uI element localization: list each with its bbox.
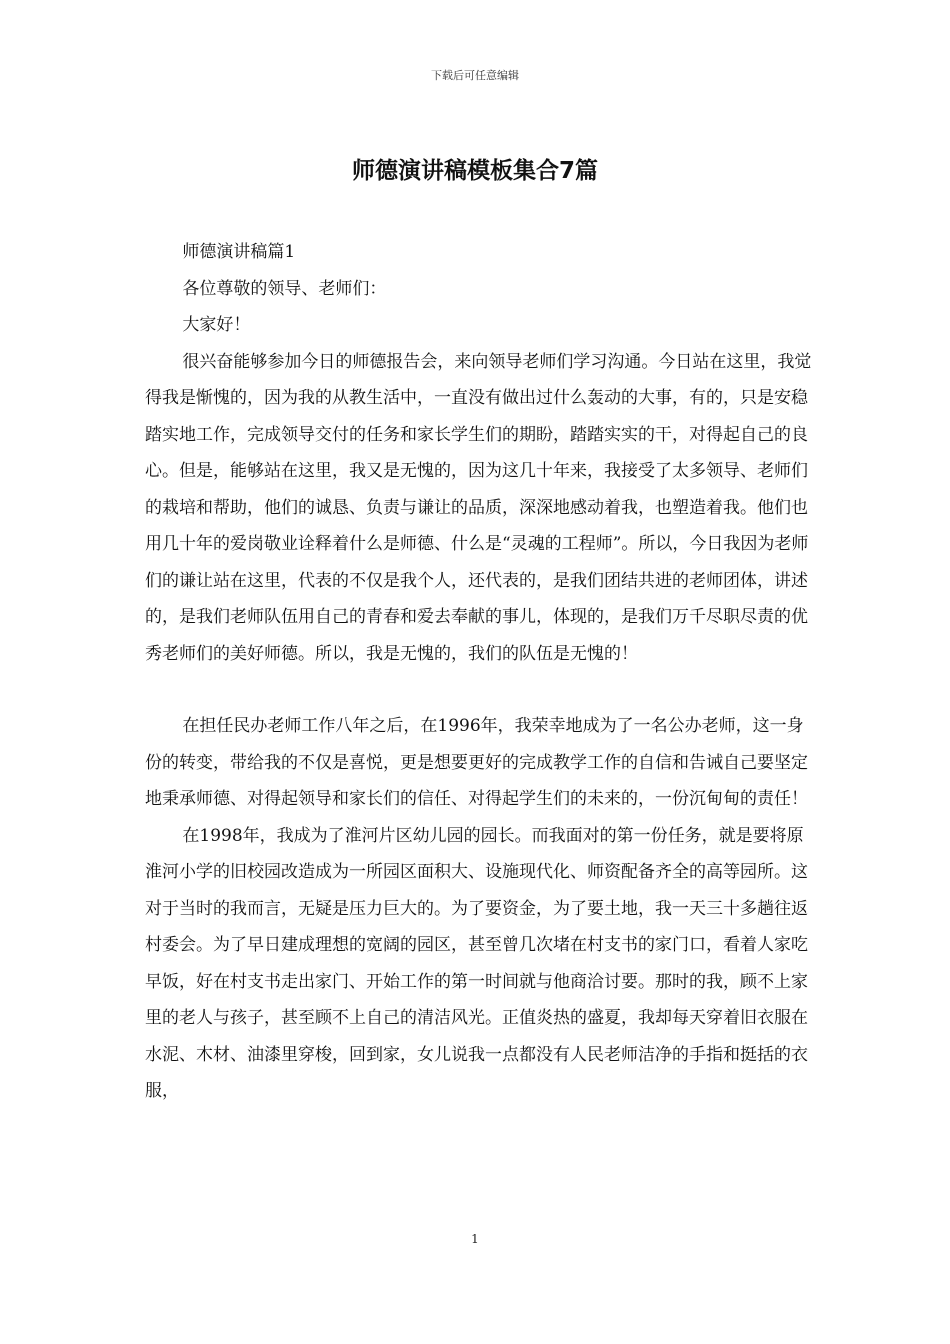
paragraph: 在1998年，我成为了淮河片区幼儿园的园长。而我面对的第一份任务，就是要将原淮河小学的旧校园改造成为一所园区面积大、设施现代化、师资配备齐全的高等园所。这对于当时的我而言，无疑是压力巨大的。为了要资金，为了要土地，我一天三十多趟往返村委会。为了早日建成理想的宽阔的园区，甚至曾几次堵在村支书的家门口，看着人家吃早饭，好在村支书走出家门、开始工作的第一时间就与他商洽讨要。那时的我，顾不上家里的老人与孩子，甚至顾不上自己的清洁风光。正值炎热的盛夏，我却每天穿着旧衣服在水泥、木材、油漆里穿梭，回到家，女儿说我一点都没有人民老师洁净的手指和挺括的衣服， (145, 825, 808, 1101)
paragraph: 很兴奋能够参加今日的师德报告会，来向领导老师们学习沟通。今日站在这里，我觉得我是惭愧的，因为我的从教生活中，一直没有做出过什么轰动的大事，有的，只是安稳踏实地工作，完成领导交付的任务和家长学生们的期盼，踏踏实实的干，对得起自己的良心。但是，能够站在这里，我又是无愧的，因为这几十年来，我接受了太多领导、老师们的栽培和帮助，他们的诚恳、负责与谦让的品质，深深地感动着我，也塑造着我。他们也用几十年的爱岗敬业诠释着什么是师德、什么是“灵魂的工程师”。所以，今日我因为老师们的谦让站在这里，代表的不仅是我个人，还代表的，是我们团结共进的老师团体，讲述的，是我们老师队伍用自己的青春和爱去奉献的事儿，体现的，是我们万千尽职尽责的优秀老师们的美好师德。所以，我是无愧的，我们的队伍是无愧的！ (145, 351, 812, 664)
page-number: 1 (471, 1232, 479, 1246)
salutation: 各位尊敬的领导、老师们： (182, 278, 387, 299)
section-heading: 师德演讲稿篇1 (182, 242, 296, 262)
document-title: 师德演讲稿模板集合7篇 (351, 158, 598, 184)
document-body (145, 234, 817, 1110)
greeting: 大家好！ (182, 315, 251, 335)
header-note: 下载后可任意编辑 (431, 69, 519, 82)
paragraph: 在担任民办老师工作八年之后，在1996年，我荣幸地成为了一名公办老师，这一身份的转变，带给我的不仅是喜悦，更是想要更好的完成教学工作的自信和告诫自己要坚定地秉承师德、对得起领导和家长们的信任、对得起学生们的未来的，一份沉甸甸的责任！ (145, 716, 808, 809)
